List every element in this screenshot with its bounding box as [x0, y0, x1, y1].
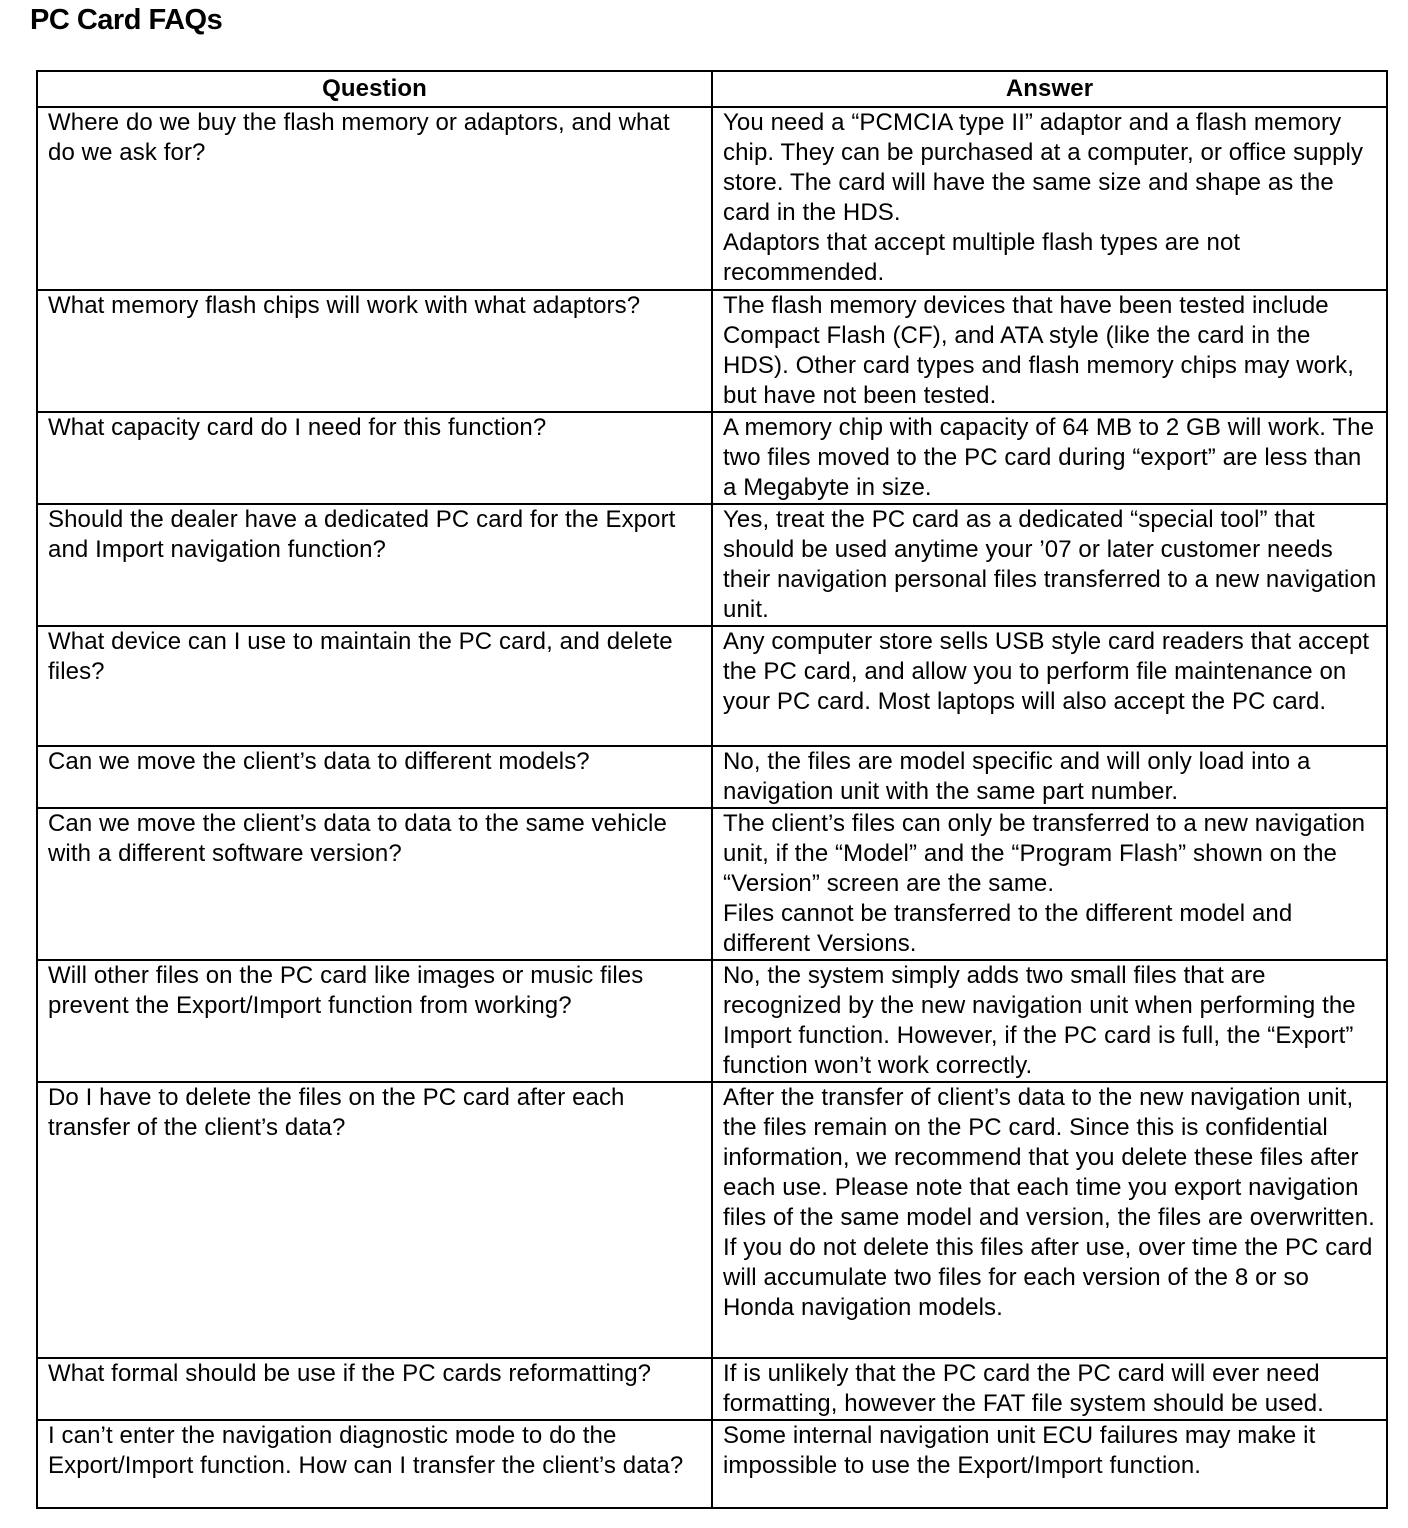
- question-cell: What capacity card do I need for this function?: [37, 412, 712, 504]
- question-cell: What formal should be use if the PC cards reformatting?: [37, 1358, 712, 1420]
- answer-cell: You need a “PCMCIA type II” adaptor and a flash memory chip. They can be purchased at a computer, or office supply store. The card will have the same size and shape as the card in the HDS. Adaptors that accept multiple flash types are not recommended.: [712, 107, 1387, 290]
- question-cell: Should the dealer have a dedicated PC card for the Export and Import navigation function?: [37, 504, 712, 626]
- header-row: [37, 71, 1387, 107]
- table-row: [37, 412, 1387, 504]
- question-cell: Can we move the client’s data to different models?: [37, 746, 712, 808]
- table-row: [37, 107, 1387, 290]
- answer-cell: No, the files are model specific and will only load into a navigation unit with the same part number.: [712, 746, 1387, 808]
- table-row: [37, 504, 1387, 626]
- answer-cell: If is unlikely that the PC card the PC card will ever need formatting, however the FAT file system should be used.: [712, 1358, 1387, 1420]
- answer-cell: The client’s files can only be transferred to a new navigation unit, if the “Model” and the “Program Flash” shown on the “Version” screen are the same. Files cannot be transferred to the different model and different Versions.: [712, 808, 1387, 960]
- question-cell: Can we move the client’s data to data to the same vehicle with a different software version?: [37, 808, 712, 960]
- question-cell: I can’t enter the navigation diagnostic mode to do the Export/Import function. How can I transfer the client’s data?: [37, 1420, 712, 1508]
- table-row: [37, 960, 1387, 1082]
- answer-column-header: Answer: [712, 71, 1387, 107]
- table-row: [37, 1420, 1387, 1508]
- table-row: [37, 1082, 1387, 1358]
- table-row: [37, 626, 1387, 746]
- answer-cell: Some internal navigation unit ECU failures may make it impossible to use the Export/Import function.: [712, 1420, 1387, 1508]
- table-row: [37, 1358, 1387, 1420]
- page-title: PC Card FAQs: [30, 4, 223, 36]
- faq-table: [36, 70, 1388, 1509]
- table-row: [37, 746, 1387, 808]
- question-cell: What device can I use to maintain the PC card, and delete files?: [37, 626, 712, 746]
- table-row: [37, 808, 1387, 960]
- answer-cell: No, the system simply adds two small files that are recognized by the new navigation unit when performing the Import function. However, if the PC card is full, the “Export” function won’t work correctly.: [712, 960, 1387, 1082]
- table-row: [37, 290, 1387, 412]
- answer-cell: A memory chip with capacity of 64 MB to 2 GB will work. The two files moved to the PC card during “export” are less than a Megabyte in size.: [712, 412, 1387, 504]
- question-cell: Do I have to delete the files on the PC card after each transfer of the client’s data?: [37, 1082, 712, 1358]
- table-header: [37, 71, 1387, 107]
- question-cell: What memory flash chips will work with what adaptors?: [37, 290, 712, 412]
- question-cell: Will other files on the PC card like images or music files prevent the Export/Import function from working?: [37, 960, 712, 1082]
- answer-cell: After the transfer of client’s data to the new navigation unit, the files remain on the PC card. Since this is confidential information, we recommend that you delete these files after each use. Please note that each time you export navigation files of the same model and version, the files are overwritten. If you do not delete this files after use, over time the PC card will accumulate two files for each version of the 8 or so Honda navigation models.: [712, 1082, 1387, 1358]
- answer-cell: Yes, treat the PC card as a dedicated “special tool” that should be used anytime your ’07 or later customer needs their navigation personal files transferred to a new navigation unit.: [712, 504, 1387, 626]
- question-cell: Where do we buy the flash memory or adaptors, and what do we ask for?: [37, 107, 712, 290]
- table-body: [37, 107, 1387, 1508]
- answer-cell: The flash memory devices that have been tested include Compact Flash (CF), and ATA style (like the card in the HDS). Other card types and flash memory chips may work, but have not been tested.: [712, 290, 1387, 412]
- question-column-header: Question: [37, 71, 712, 107]
- answer-cell: Any computer store sells USB style card readers that accept the PC card, and allow you to perform file maintenance on your PC card. Most laptops will also accept the PC card.: [712, 626, 1387, 746]
